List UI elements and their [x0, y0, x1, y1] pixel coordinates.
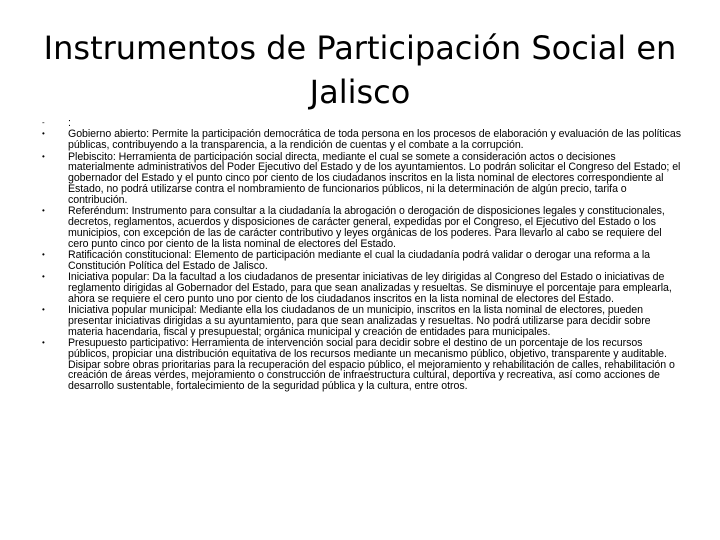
bullet-mark: • [42, 305, 45, 315]
list-item-text: Iniciativa popular municipal: Mediante ella los ciudadanos de un municipio, inscritos en la lista nominal de electores, pueden presentar iniciativas dirigidas a su ayuntamiento, para que sean analizadas y resueltas. No podrá utilizarse para decidir sobre materia hacendaria, fiscal y presupuestal; orgánica municipal y creación de entidades para municipales. [68, 304, 651, 338]
bullet-mark: • [42, 206, 45, 216]
list-item-text: Plebiscito: Herramienta de participación social directa, mediante el cual se somete a consideración actos o decisiones materialmente administrativos del Poder Ejecutivo del Estado y de los ayuntamientos. Lo podrán solicitar el Congreso del Estado; el gobernador del Estado y el punto cinco por ciento de los ciudadanos inscritos en la lista nominal de electores correspondiente al Estado, no podrá utilizarse contra el nombramiento de funcionarios públicos, ni la determinación de algún precio, tarifa o contribución. [68, 150, 681, 206]
list-item [42, 250, 682, 272]
bullet-mark: • [42, 249, 45, 259]
list-item-text: Ratificación constitucional: Elemento de participación mediante el cual la ciudadanía podrá validar o derogar una reforma a la Constitución Política del Estado de Jalisco. [68, 248, 651, 272]
list-item-text: Iniciativa popular: Da la facultad a los ciudadanos de presentar iniciativas de ley dirigidas al Congreso del Estado o iniciativas de reglamento dirigidas al Gobernador del Estado, para que sean analizadas y resueltas. Se disminuye el porcentaje para emplearla, ahora se requiere el cero punto uno por ciento de los ciudadanos inscritos en la lista nominal de electores del Estado. [68, 271, 672, 305]
bullet-mark: • [42, 151, 45, 161]
list-item [42, 338, 682, 392]
bullet-mark: • [42, 338, 45, 348]
slide-title: Instrumentos de Participación Social en Jalisco [43, 29, 677, 111]
bullet-mark: • [42, 129, 45, 139]
list-item [42, 305, 682, 337]
bullet-list [42, 118, 682, 393]
list-item [42, 272, 682, 304]
list-item [42, 129, 682, 151]
list-item [42, 206, 682, 249]
list-item-text: Presupuesto participativo: Herramienta de intervención social para decidir sobre el destino de un porcentaje de los recursos públicos, propiciar una distribución equitativa de los recursos mediante un mecanismo público, objetivo, transparente y auditable. Disipar sobre obras prioritarias para la recuperación del espacio público, el mejoramiento y rehabilitación de calles, rehabilitación o creación de áreas verdes, mejoramiento o construcción de infraestructura cultural, deportiva y recreativa, así como acciones de desarrollo sustentable, fortalecimiento de la seguridad pública y la cultura, entre otros. [68, 337, 675, 393]
list-item [42, 118, 682, 129]
bullet-mark: - [42, 118, 45, 127]
bullet-mark: • [42, 272, 45, 282]
list-item-text: Gobierno abierto: Permite la participación democrática de toda persona en los procesos de elaboración y evaluación de las políticas públicas, contribuyendo a la transparencia, a la rendición de cuentas y el combate a la corrupción. [68, 128, 681, 152]
list-item [42, 152, 682, 206]
list-item-text: Referéndum: Instrumento para consultar a la ciudadanía la abrogación o derogación de disposiciones legales y constitucionales, decretos, reglamentos, acuerdos y disposiciones de carácter general, expedidas por el Congreso, el Ejecutivo del Estado o los municipios, con excepción de las de carácter contributivo y leyes orgánicas de los poderes. Para llevarlo al cabo se requiere del cero punto cinco por ciento de la lista nominal de electores del Estado. [68, 205, 665, 250]
list-item-text: : [68, 117, 71, 129]
